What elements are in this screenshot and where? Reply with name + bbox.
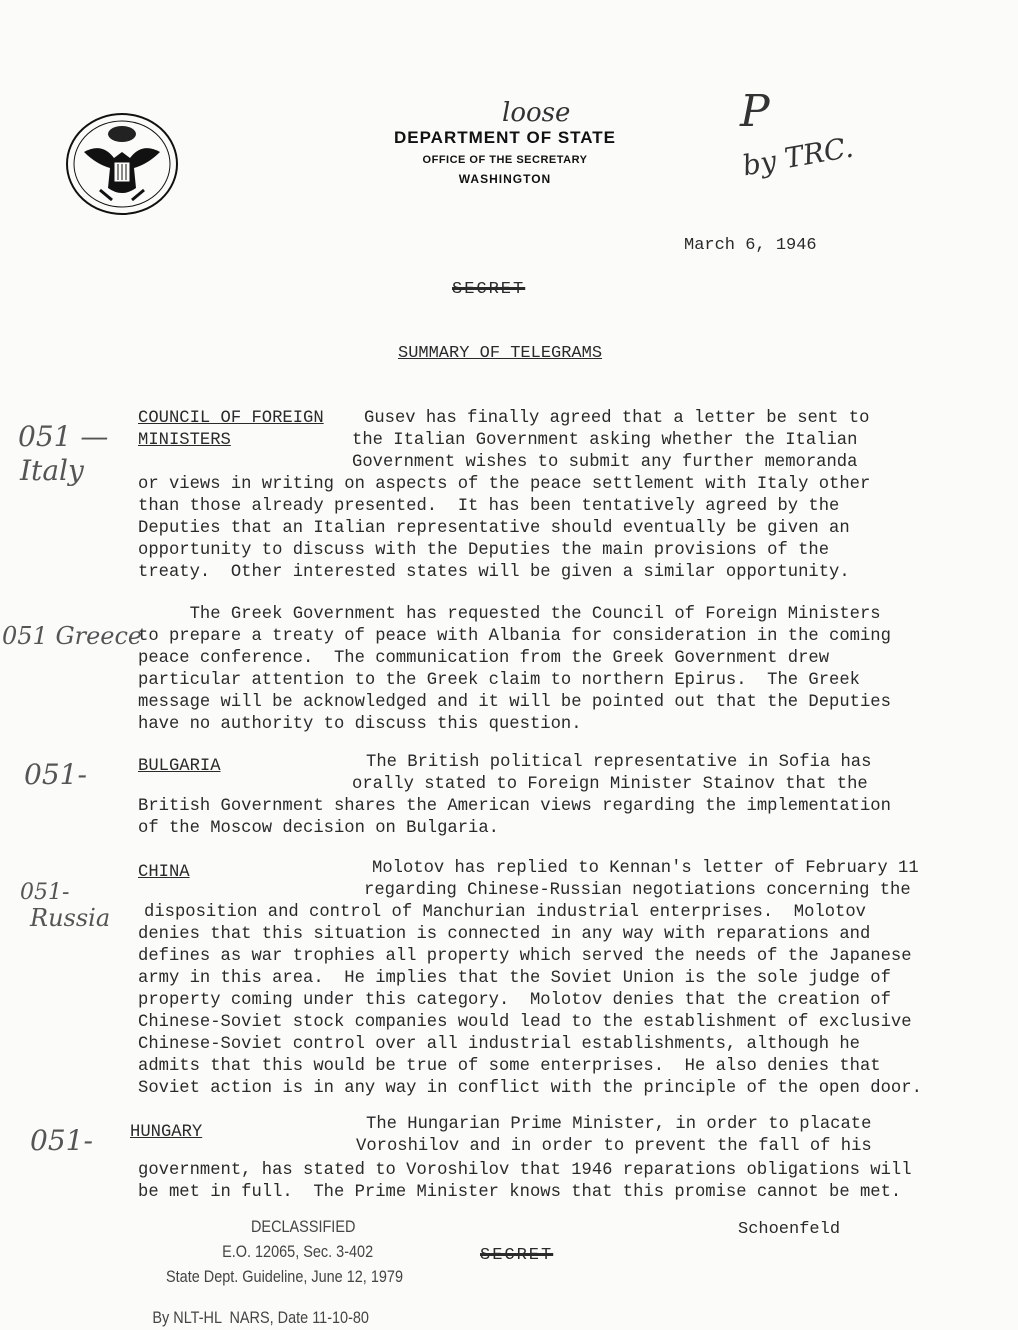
letterhead-department: DEPARTMENT OF STATE xyxy=(393,128,617,147)
text-line: or views in writing on aspects of the peace settlement with Italy other xyxy=(138,475,871,494)
text-line: British Government shares the American views regarding the implementation xyxy=(138,797,891,816)
text-line: to prepare a treaty of peace with Albania for consideration in the coming xyxy=(138,627,891,646)
text-line: The British political representative in Sofia has xyxy=(366,753,872,772)
letterhead xyxy=(330,128,680,186)
text-line: the Italian Government asking whether the Italian xyxy=(352,431,858,450)
text-line: Chinese-Soviet stock companies would lead to the establishment of exclusive xyxy=(138,1013,912,1032)
text-line: message will be acknowledged and it will be pointed out that the Deputies xyxy=(138,693,891,712)
text-line: admits that this would be true of some enterprises. He also denies that xyxy=(138,1057,881,1076)
text-line: than those already presented. It has been tentatively agreed by the xyxy=(138,497,840,516)
text-line: of the Moscow decision on Bulgaria. xyxy=(138,819,499,838)
declass-line: DECLASSIFIED xyxy=(251,1217,356,1236)
text-line: Soviet action is in any way in conflict with the principle of the open door. xyxy=(138,1079,922,1098)
text-line: disposition and control of Manchurian industrial enterprises. Molotov xyxy=(144,903,866,922)
text-line: The Greek Government has requested the Council of Foreign Ministers xyxy=(138,605,881,624)
text-line: Molotov has replied to Kennan's letter of February 11 xyxy=(372,859,919,878)
text-line: Voroshilov and in order to prevent the fall of his xyxy=(356,1137,872,1156)
department-seal xyxy=(64,112,180,216)
declass-line: E.O. 12065, Sec. 3-402 xyxy=(222,1242,374,1261)
section-heading: HUNGARY xyxy=(130,1123,203,1142)
handwritten-p: P xyxy=(740,86,770,137)
section-heading: CHINA xyxy=(138,863,190,882)
margin-note: 051- xyxy=(20,880,70,905)
handwritten-initials: by TRC. xyxy=(739,130,856,183)
text-line: be met in full. The Prime Minister knows that this promise cannot be met. xyxy=(138,1183,902,1202)
handwritten-scribble: loose xyxy=(502,98,571,128)
text-line: particular attention to the Greek claim to northern Epirus. The Greek xyxy=(138,671,860,690)
declass-line: By NLT-HL NARS, Date 11-10-80 xyxy=(152,1308,369,1327)
text-line: Government wishes to submit any further memoranda xyxy=(352,453,858,472)
text-line: regarding Chinese-Russian negotiations concerning the xyxy=(364,881,911,900)
text-line: government, has stated to Voroshilov that 1946 reparations obligations will xyxy=(138,1161,912,1180)
text-line: Gusev has finally agreed that a letter be sent to xyxy=(364,409,870,428)
text-line: peace conference. The communication from the Greek Government drew xyxy=(138,649,830,668)
document-title: SUMMARY OF TELEGRAMS xyxy=(398,344,603,363)
text-line: defines as war trophies all property which served the needs of the Japanese xyxy=(138,947,912,966)
text-line: Deputies that an Italian representative should eventually be given an xyxy=(138,519,850,538)
text-line: opportunity to discuss with the Deputies the main provisions of the xyxy=(138,541,830,560)
text-line: denies that this situation is connected in any way with reparations and xyxy=(138,925,871,944)
margin-note: 051 Greece xyxy=(2,622,143,650)
margin-note: 051- xyxy=(24,758,87,791)
text-line: The Hungarian Prime Minister, in order to placate xyxy=(366,1115,872,1134)
text-line: property coming under this category. Molotov denies that the creation of xyxy=(138,991,891,1010)
text-line: army in this area. He implies that the Soviet Union is the sole judge of xyxy=(138,969,891,988)
text-line: have no authority to discuss this question. xyxy=(138,715,582,734)
section-heading: MINISTERS xyxy=(138,431,231,450)
section-heading: BULGARIA xyxy=(138,757,221,776)
text-line: treaty. Other interested states will be given a similar opportunity. xyxy=(138,563,850,582)
margin-note: 051 — xyxy=(18,420,109,453)
text-line: orally stated to Foreign Minister Stainov that the xyxy=(352,775,868,794)
margin-note: Italy xyxy=(20,454,84,487)
margin-note: 051- xyxy=(30,1124,93,1157)
signature: Schoenfeld xyxy=(738,1220,841,1239)
margin-note: Russia xyxy=(30,904,111,932)
section-heading: COUNCIL OF FOREIGN xyxy=(138,409,324,428)
letterhead-city: WASHINGTON xyxy=(458,172,552,186)
text-line: Chinese-Soviet control over all industrial establishments, although he xyxy=(138,1035,860,1054)
document-date: March 6, 1946 xyxy=(684,236,817,255)
classification-marking-bottom: SECRET xyxy=(480,1246,554,1265)
declass-line: State Dept. Guideline, June 12, 1979 xyxy=(166,1267,403,1286)
classification-marking: SECRET xyxy=(452,280,526,299)
letterhead-office: OFFICE OF THE SECRETARY xyxy=(422,154,588,166)
declassification-stamp xyxy=(152,1214,403,1330)
